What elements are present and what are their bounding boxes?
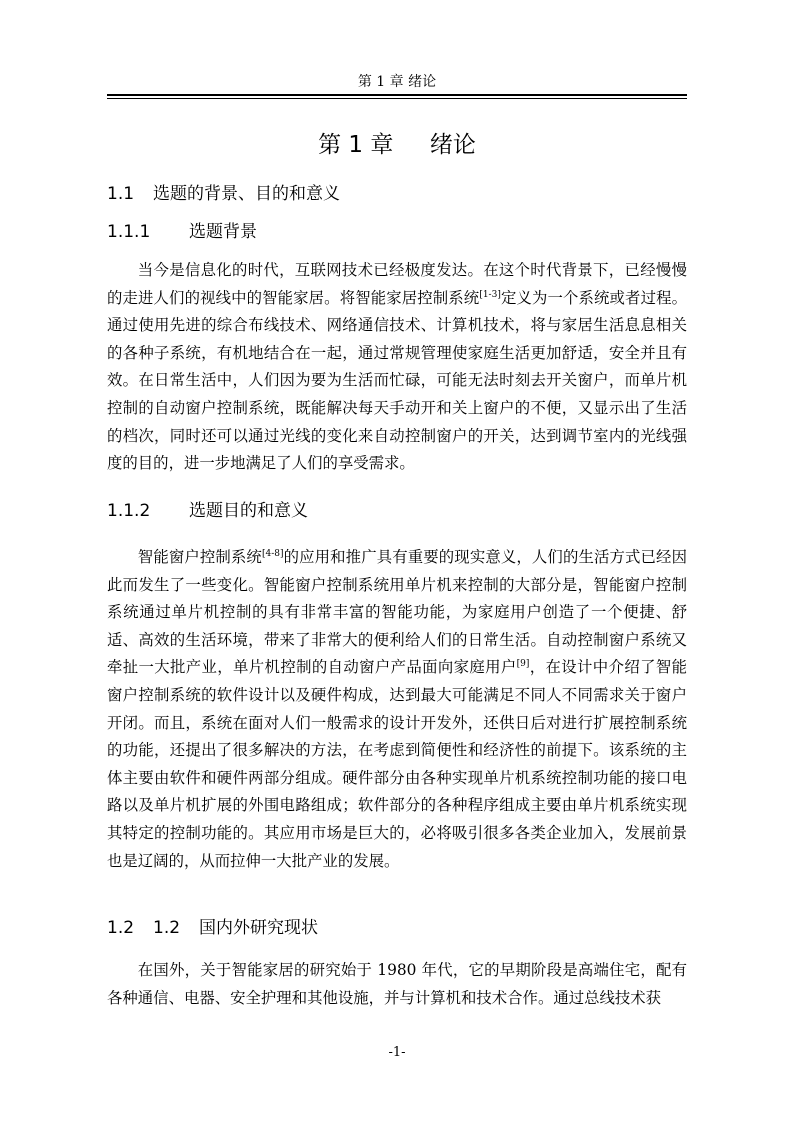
section-title: 选题背景: [189, 222, 257, 242]
paragraph-text: 当今是信息化的时代，互联网技术已经极度发达。在这个时代背景下，已经慢慢的走进人们的视线中的智能家居。将智能家居控制系统: [107, 261, 687, 307]
section-title: 选题目的和意义: [189, 501, 308, 521]
section-heading-1-1-1: [107, 220, 257, 244]
header-rule-thin: [107, 98, 687, 99]
header-rule-thick: [107, 94, 687, 96]
paragraph-background: [107, 257, 687, 478]
paragraph-text: 智能窗户控制系统: [137, 548, 262, 566]
citation: [4-8]: [261, 549, 284, 559]
section-number: 1.1.2: [107, 501, 151, 521]
paragraph-research-status: [107, 957, 687, 1012]
paragraph-text: 定义为一个系统或者过程。通过使用先进的综合布线技术、网络通信技术、计算机技术，将与家居生活息息相关的各种子系统，有机地结合在一起，通过常规管理使家庭生活更加舒适，安全并且有效。在日常生活中，人们因为要为生活而忙碌，可能无法时刻去开关窗户，而单片机控制的自动窗户控制系统，既能解决每天手动开和关上窗户的不便，又显示出了生活的档次，同时还可以通过光线的变化来自动控制窗户的开关，达到调节室内的光线强度的目的，进一步地满足了人们的享受需求。: [107, 288, 687, 473]
section-heading-1-2: [107, 916, 318, 940]
paragraph-text: ，在设计中介绍了智能窗户控制系统的软件设计以及硬件构成，达到最大可能满足不同人不同需求关于窗户开闭。而且，系统在面对人们一般需求的设计开发外，还供日后对进行扩展控制系统的功能，还提出了很多解决的方法，在考虑到简便性和经济性的前提下。该系统的主体主要由软件和硬件两部分组成。硬件部分由各种实现单片机系统控制功能的接口电路以及单片机扩展的外围电路组成；软件部分的各种程序组成主要由单片机系统实现其特定的控制功能的。其应用市场是巨大的，必将吸引很多各类企业加入，发展前景也是辽阔的，从而拉伸一大批产业的发展。: [107, 658, 687, 870]
citation: [9]: [516, 659, 530, 670]
section-heading-1-1: [107, 182, 340, 206]
paragraph-text: 在国外，关于智能家居的研究始于 1980 年代，它的早期阶段是高端住宅，配有各种通信、电器、安全护理和其他设施，并与计算机和技术合作。通过总线技术获: [107, 961, 687, 1007]
running-header: 第 1 章 绪论: [357, 74, 437, 90]
page-number: -1-: [388, 1045, 406, 1060]
citation: [1-3]: [479, 289, 501, 300]
section-number: 1.2: [107, 918, 135, 938]
section-title: 选题的背景、目的和意义: [153, 184, 340, 204]
section-heading-1-1-2: [107, 499, 308, 523]
section-number: 1.1: [107, 184, 135, 204]
chapter-title: 第 1 章 绪论: [318, 132, 476, 158]
section-number-repeat: 1.2: [153, 918, 181, 938]
paragraph-text: 的应用和推广具有重要的现实意义，人们的生活方式已经因此而发生了一些变化。智能窗户控制系统用单片机来控制的大部分是，智能窗户控制系统通过单片机控制的具有非常丰富的智能功能，为家庭用户创造了一个便捷、舒适、高效的生活环境，带来了非常大的便利给人们的日常生活。自动控制窗户系统又牵扯一大批产业，单片机控制的自动窗户产品面向家庭用户: [107, 548, 687, 677]
paragraph-purpose: [107, 544, 687, 875]
section-title: 国内外研究现状: [199, 918, 318, 938]
section-number: 1.1.1: [107, 222, 151, 242]
